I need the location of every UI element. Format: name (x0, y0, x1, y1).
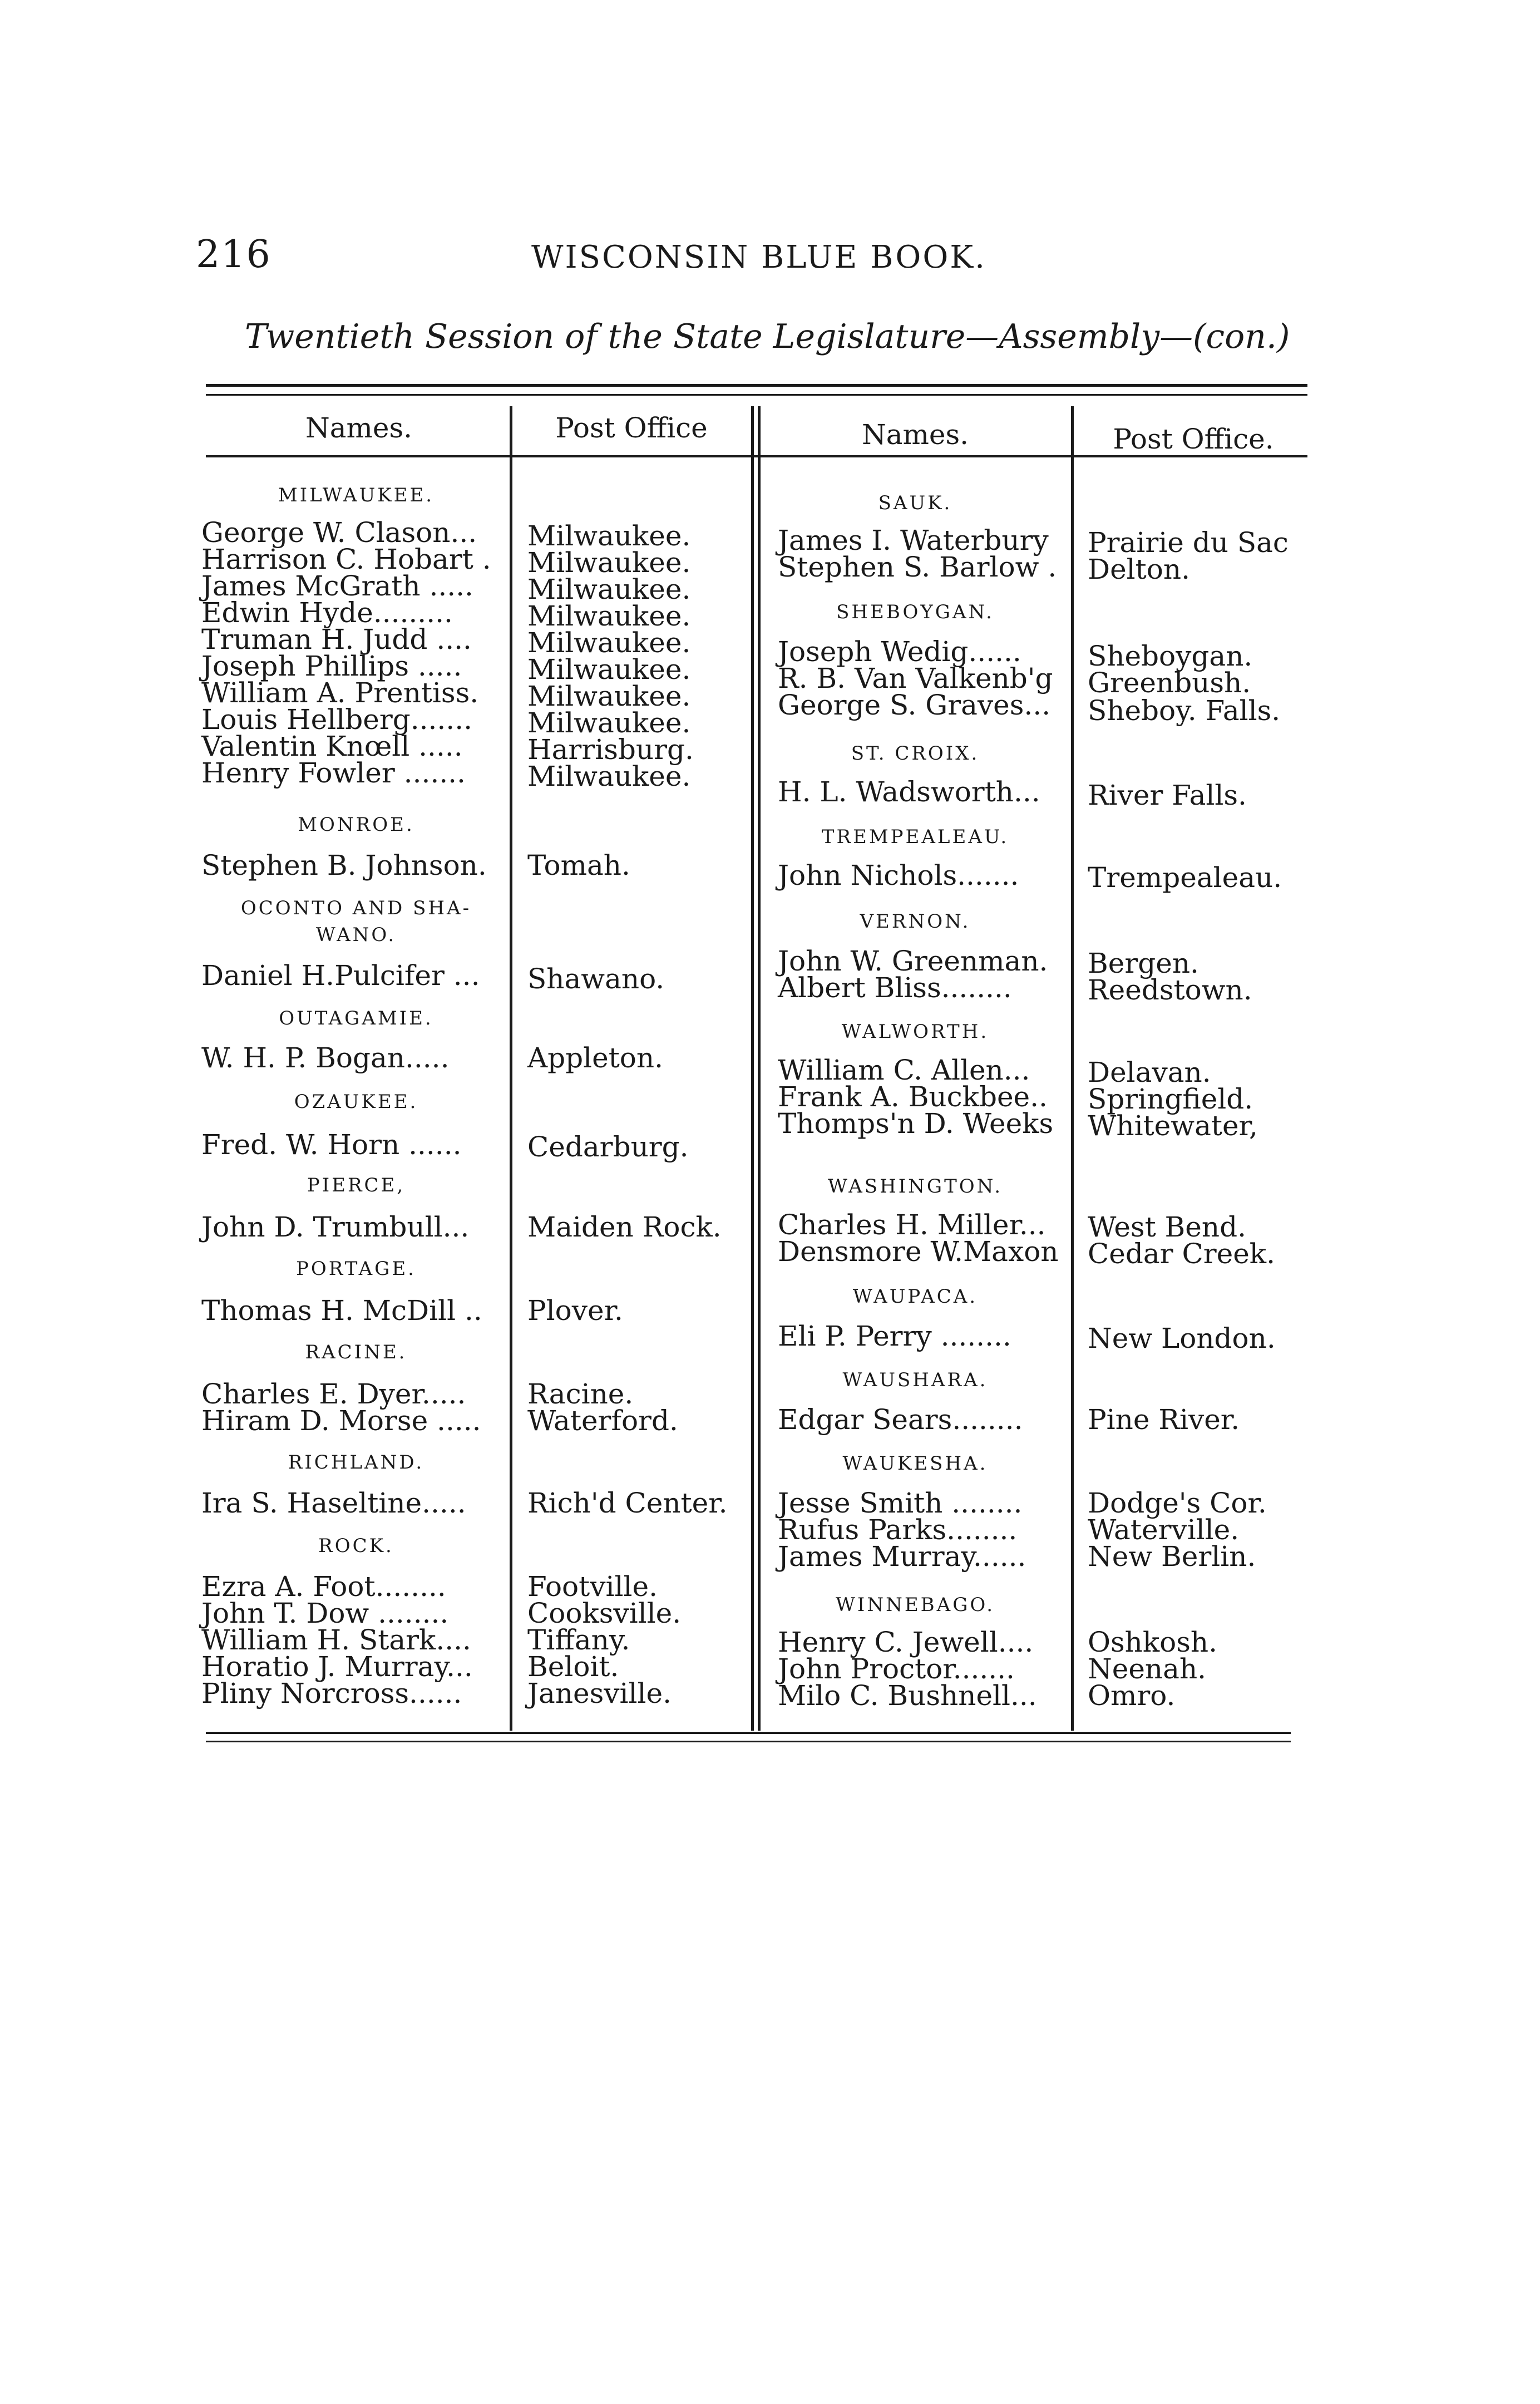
post-office: Milwaukee. (527, 627, 691, 659)
post-office: Milwaukee. (527, 546, 691, 579)
member-name: John T. Dow ........ (201, 1597, 449, 1629)
post-office: Milwaukee. (527, 653, 691, 686)
county-heading-milwaukee: MILWAUKEE. (278, 484, 435, 506)
top-double-rule-2 (206, 394, 1307, 396)
post-office: Beloit. (527, 1651, 619, 1683)
post-office: Sheboy. Falls. (1088, 694, 1281, 727)
county-heading-portage: PORTAGE. (296, 1258, 416, 1280)
running-title: WISCONSIN BLUE BOOK. (531, 239, 986, 275)
member-name: Joseph Wedig...... (778, 636, 1021, 668)
column-divider-3 (1071, 406, 1074, 1731)
post-office: Footville. (527, 1570, 658, 1603)
post-office: Plover. (527, 1294, 623, 1327)
post-office: Pine River. (1088, 1403, 1240, 1436)
post-office: Dodge's Cor. (1088, 1487, 1267, 1519)
county-heading-st-croix: ST. CROIX. (851, 742, 980, 765)
post-office: Rich'd Center. (527, 1487, 728, 1519)
member-name: James I. Waterbury (778, 524, 1049, 556)
county-heading-waupaca: WAUPACA. (852, 1285, 978, 1308)
post-office: Tomah. (527, 849, 630, 881)
county-heading-waukesha: WAUKESHA. (842, 1452, 988, 1475)
county-heading-line: WANO. (315, 924, 397, 946)
member-name: Densmore W.Maxon (778, 1235, 1059, 1268)
member-name: William C. Allen... (778, 1054, 1030, 1086)
member-name: W. H. P. Bogan..... (201, 1042, 450, 1074)
county-heading-pierce: PIERCE, (307, 1174, 406, 1196)
member-name: John D. Trumbull... (201, 1211, 470, 1243)
member-name: John W. Greenman. (778, 945, 1048, 977)
member-name: Rufus Parks........ (778, 1514, 1018, 1546)
column-header-post-office-right: Post Office. (1113, 423, 1274, 455)
member-name: Valentin Knœll ..... (201, 730, 463, 762)
county-heading-line: OCONTO AND SHA- (240, 897, 472, 919)
member-name: Stephen B. Johnson. (201, 849, 487, 881)
post-office: Tiffany. (527, 1624, 630, 1656)
post-office: Harrisburg. (527, 733, 694, 766)
member-name: William A. Prentiss. (201, 677, 479, 709)
member-name: Frank A. Buckbee.. (778, 1081, 1048, 1113)
member-name: Henry C. Jewell.... (778, 1626, 1034, 1658)
post-office: Reedstown. (1088, 974, 1252, 1006)
post-office: Racine. (527, 1378, 634, 1410)
post-office: Milwaukee. (527, 760, 691, 792)
member-name: James Murray...... (778, 1540, 1026, 1573)
county-heading-waushara: WAUSHARA. (842, 1369, 988, 1391)
post-office: Greenbush. (1088, 667, 1251, 699)
column-header-post-office-left: Post Office (555, 412, 708, 444)
post-office: Whitewater, (1088, 1110, 1258, 1142)
post-office: Cooksville. (527, 1597, 682, 1629)
member-name: Ezra A. Foot........ (201, 1570, 446, 1603)
county-heading-rock: ROCK. (318, 1535, 394, 1557)
column-header-names-left: Names. (305, 412, 413, 444)
member-name: Edgar Sears........ (778, 1403, 1023, 1436)
post-office: West Bend. (1088, 1211, 1246, 1243)
post-office: Neenah. (1088, 1653, 1207, 1685)
county-heading-ozaukee: OZAUKEE. (294, 1091, 418, 1113)
member-name: Truman H. Judd .... (201, 623, 472, 656)
member-name: Stephen S. Barlow . (778, 551, 1057, 583)
member-name: Harrison C. Hobart . (201, 543, 491, 575)
post-office: Delavan. (1088, 1056, 1211, 1088)
post-office: River Falls. (1088, 779, 1247, 811)
member-name: William H. Stark.... (201, 1624, 471, 1656)
post-office: Milwaukee. (527, 520, 691, 552)
county-heading-racine: RACINE. (305, 1341, 407, 1363)
member-name: Jesse Smith ........ (778, 1487, 1023, 1519)
county-heading-walworth: WALWORTH. (841, 1021, 989, 1043)
bottom-double-rule-1 (206, 1732, 1291, 1734)
county-heading-outagamie: OUTAGAMIE. (279, 1007, 433, 1029)
member-name: Edwin Hyde......... (201, 597, 453, 629)
column-divider-1 (510, 406, 512, 1731)
bottom-double-rule-2 (206, 1741, 1291, 1742)
member-name: Thomps'n D. Weeks (778, 1107, 1054, 1140)
post-office: Omro. (1088, 1679, 1176, 1712)
county-heading-sheboygan: SHEBOYGAN. (836, 601, 994, 623)
post-office: Waterford. (527, 1405, 678, 1437)
post-office: Bergen. (1088, 947, 1199, 979)
county-heading-monroe: MONROE. (298, 814, 414, 836)
member-name: Joseph Phillips ..... (201, 650, 462, 682)
page-number: 216 (196, 233, 272, 277)
county-heading-winnebago: WINNEBAGO. (835, 1594, 995, 1616)
post-office: Oshkosh. (1088, 1626, 1218, 1658)
member-name: John Proctor....... (778, 1653, 1015, 1685)
member-name: James McGrath ..... (201, 570, 473, 602)
table-subtitle: Twentieth Session of the State Legislature—Assembly—(con.) (245, 317, 1290, 356)
post-office: Sheboygan. (1088, 640, 1253, 672)
member-name: R. B. Van Valkenb'g (778, 662, 1053, 694)
post-office: Cedarburg. (527, 1131, 689, 1163)
member-name: Charles E. Dyer..... (201, 1378, 466, 1410)
member-name: Henry Fowler ....... (201, 757, 466, 789)
county-heading-sauk: SAUK. (878, 492, 952, 514)
top-double-rule-1 (206, 384, 1307, 387)
member-name: John Nichols....... (778, 859, 1019, 891)
member-name: Charles H. Miller... (778, 1209, 1046, 1241)
column-divider-2a (751, 406, 754, 1731)
county-heading-trempealeau: TREMPEALEAU. (821, 826, 1009, 848)
member-name: Fred. W. Horn ...... (201, 1129, 462, 1161)
member-name: H. L. Wadsworth... (778, 776, 1040, 808)
member-name: Ira S. Haseltine..... (201, 1487, 466, 1519)
member-name: Louis Hellberg....... (201, 703, 472, 736)
post-office: Maiden Rock. (527, 1211, 722, 1243)
member-name: Horatio J. Murray... (201, 1651, 473, 1683)
post-office: Milwaukee. (527, 573, 691, 605)
county-heading-oconto-shawano (206, 895, 506, 948)
post-office: Milwaukee. (527, 680, 691, 712)
column-divider-2b (758, 406, 761, 1731)
post-office: Milwaukee. (527, 600, 691, 632)
county-heading-washington: WASHINGTON. (827, 1175, 1003, 1198)
member-name: Milo C. Bushnell... (778, 1679, 1037, 1712)
member-name: Thomas H. McDill .. (201, 1294, 482, 1327)
member-name: George S. Graves... (778, 689, 1051, 721)
post-office: Shawano. (527, 963, 665, 995)
county-heading-richland: RICHLAND. (288, 1451, 425, 1474)
post-office: Appleton. (527, 1042, 663, 1074)
member-name: Pliny Norcross...... (201, 1677, 462, 1710)
post-office: Janesville. (527, 1677, 672, 1710)
post-office: Milwaukee. (527, 707, 691, 739)
post-office: Cedar Creek. (1088, 1238, 1275, 1270)
post-office: Prairie du Sac (1088, 526, 1289, 559)
post-office: New London. (1088, 1322, 1276, 1354)
column-header-names-right: Names. (861, 418, 969, 451)
header-underline (206, 455, 1307, 457)
county-heading-vernon: VERNON. (860, 910, 971, 933)
member-name: George W. Clason... (201, 516, 477, 549)
post-office: Delton. (1088, 553, 1190, 585)
post-office: New Berlin. (1088, 1540, 1256, 1573)
member-name: Daniel H.Pulcifer ... (201, 959, 480, 992)
post-office: Trempealeau. (1088, 861, 1282, 894)
post-office: Waterville. (1088, 1514, 1240, 1546)
member-name: Albert Bliss........ (778, 972, 1012, 1004)
post-office: Springfield. (1088, 1083, 1253, 1115)
member-name: Eli P. Perry ........ (778, 1320, 1011, 1352)
member-name: Hiram D. Morse ..... (201, 1405, 481, 1437)
